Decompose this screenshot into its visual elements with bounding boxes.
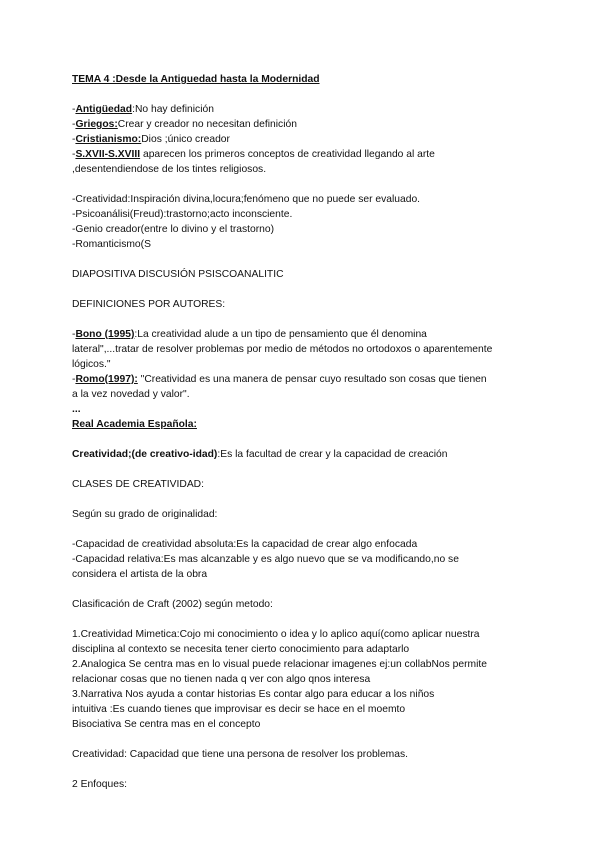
author-definition-line: lateral",...tratar de resolver problemas por medio de métodos no ortodoxos o aparentemente — [72, 344, 493, 355]
rae-heading: Real Academia Española: — [72, 419, 197, 430]
notion-item: -Creatividad:Inspiración divina,locura;fenómeno que no puede ser evaluado. — [72, 194, 421, 205]
history-text: aparecen los primeros conceptos de creatividad llegando al arte — [140, 149, 435, 160]
originality-list — [72, 537, 532, 582]
ellipsis: ... — [72, 404, 81, 415]
notion-item: -Psicoanálisi(Freud):trastorno;acto inconsciente. — [72, 209, 293, 220]
authors-heading: DEFINICIONES POR AUTORES: — [72, 299, 226, 310]
originality-heading: Según su grado de originalidad: — [72, 509, 218, 520]
author-definition-line: lógicos." — [72, 359, 111, 370]
history-item-continuation: ,desentendiendose de los tintes religiosos. — [72, 164, 267, 175]
rae-term: Creatividad;(de creativo-idad) — [72, 449, 218, 460]
author-name: Bono (1995) — [75, 329, 135, 340]
history-item: -Antigüedad:No hay definición — [72, 104, 214, 115]
authors-section — [72, 327, 532, 417]
craft-item: disciplina al contexto se necesita tener cierto conocimiento para adaptarlo — [72, 644, 410, 655]
approaches-heading: 2 Enfoques: — [72, 779, 127, 790]
craft-item: 1.Creatividad Mimetica:Cojo mi conocimiento o idea y lo aplico aquí(como aplicar nuestra — [72, 629, 480, 640]
history-item: -Cristianismo:Dios ;único creador — [72, 134, 230, 145]
author-text: :La creatividad alude a un tipo de pensamiento que él denomina — [134, 329, 427, 340]
rae-definition — [72, 447, 532, 462]
history-term: Antigüedad — [75, 104, 133, 115]
history-text: Crear y creador no necesitan definición — [117, 119, 297, 130]
author-name: Romo(1997): — [75, 374, 138, 385]
history-term: Cristianismo: — [75, 134, 142, 145]
rae-text: :Es la facultad de crear y la capacidad de creación — [217, 449, 448, 460]
classes-heading: CLASES DE CREATIVIDAD: — [72, 479, 204, 490]
author-definition: -Romo(1997): "Creatividad es una manera de pensar cuyo resultado son cosas que tienen — [72, 374, 487, 385]
craft-item: 2.Analogica Se centra mas en lo visual puede relacionar imagenes ej:un collabNos permite — [72, 659, 487, 670]
originality-item: considera el artista de la obra — [72, 569, 208, 580]
history-text: Dios ;único creador — [141, 134, 230, 145]
originality-item: -Capacidad relativa:Es mas alcanzable y es algo nuevo que se va modificando,no se — [72, 554, 459, 565]
author-definition-line: a la vez novedad y valor". — [72, 389, 190, 400]
craft-list — [72, 627, 532, 732]
history-section — [72, 102, 532, 177]
author-definition: -Bono (1995):La creatividad alude a un tipo de pensamiento que él denomina — [72, 329, 427, 340]
originality-item: -Capacidad de creatividad absoluta:Es la capacidad de crear algo enfocada — [72, 539, 418, 550]
page-title: TEMA 4 :Desde la Antiguedad hasta la Modernidad — [72, 74, 320, 85]
document-page — [72, 72, 532, 792]
creativity-definition: Creatividad: Capacidad que tiene una persona de resolver los problemas. — [72, 749, 408, 760]
slide-heading: DIAPOSITIVA DISCUSIÓN PSISCOANALITIC — [72, 269, 284, 280]
notion-item: -Genio creador(entre lo divino y el trastorno) — [72, 224, 275, 235]
history-term: Griegos: — [75, 119, 118, 130]
craft-item: 3.Narrativa Nos ayuda a contar historias Es contar algo para educar a los niños — [72, 689, 435, 700]
craft-item: Bisociativa Se centra mas en el concepto — [72, 719, 261, 730]
history-term: S.XVII-S.XVIII — [75, 149, 141, 160]
craft-item: intuitiva :Es cuando tienes que improvisar es decir se hace en el moemto — [72, 704, 406, 715]
notions-list — [72, 192, 532, 252]
notion-item: -Romanticismo(S — [72, 239, 151, 250]
history-item: -S.XVII-S.XVIII aparecen los primeros conceptos de creatividad llegando al arte — [72, 149, 435, 160]
history-text: :No hay definición — [132, 104, 214, 115]
author-text: "Creatividad es una manera de pensar cuyo resultado son cosas que tienen — [137, 374, 487, 385]
craft-heading: Clasificación de Craft (2002) según metodo: — [72, 599, 273, 610]
history-item: -Griegos:Crear y creador no necesitan definición — [72, 119, 297, 130]
craft-item: relacionar cosas que no tienen nada q ver con algo qnos interesa — [72, 674, 371, 685]
